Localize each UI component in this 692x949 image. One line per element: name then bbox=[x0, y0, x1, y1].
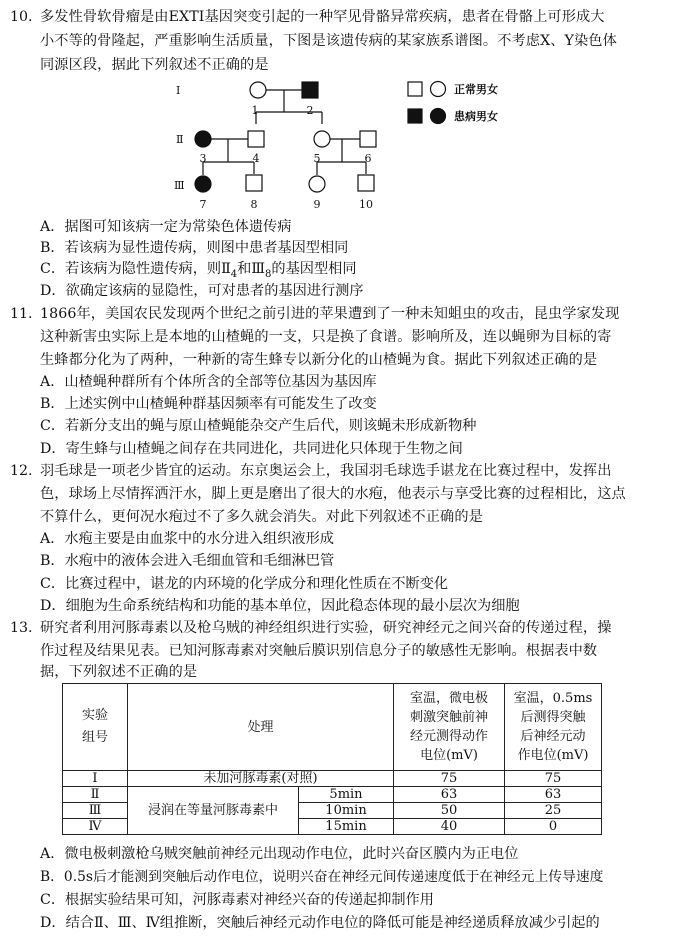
id-2: 2 bbox=[306, 104, 314, 117]
legend-normal-female-icon bbox=[431, 82, 446, 97]
q12-option-a: A．水疱主要是由血浆中的水分进入组织液形成 bbox=[40, 531, 334, 547]
q13-number: 13. bbox=[10, 620, 33, 636]
q11-option-d: D．寄生蜂与山楂蝇之间存在共同进化，共同进化只体现于生物之间 bbox=[40, 441, 463, 457]
q10-option-c: C．若该病为隐性遗传病，则$Ⅱ_4$和$Ⅲ_8$的基因型相同 bbox=[40, 261, 357, 280]
id-7: 7 bbox=[199, 198, 207, 211]
row2-post: 63 bbox=[505, 787, 602, 803]
q10-line-3: 同源区段，据此下列叙述不正确的是 bbox=[40, 57, 269, 73]
table-header-row bbox=[63, 684, 602, 771]
id-5: 5 bbox=[313, 152, 321, 165]
pedigree-III9-female-normal bbox=[309, 176, 325, 192]
q11-number: 11. bbox=[10, 306, 33, 322]
row1-group: Ⅰ bbox=[63, 771, 128, 787]
pedigree-III8-male-normal bbox=[246, 175, 262, 191]
pedigree-I1-female-normal bbox=[250, 82, 266, 98]
pedigree-I2-male-affected bbox=[302, 82, 318, 98]
row1-pre: 75 bbox=[394, 771, 505, 787]
pedigree-chart bbox=[162, 72, 582, 222]
q11-line-3: 生蜂都分化为了两种，一种新的寄生蜂专以新分化的山楂蝇为食。据此下列叙述正确的是 bbox=[40, 352, 598, 368]
q12-line-1: 羽毛球是一项老少皆宜的运动。东京奥运会上，我国羽毛球选手谌龙在比赛过程中，发挥出 bbox=[40, 463, 612, 479]
gen-label-III: Ⅲ bbox=[174, 179, 185, 192]
row3-pre: 50 bbox=[394, 803, 505, 819]
legend-affected-label: 患病男女 bbox=[454, 110, 498, 123]
header-pre-potential: 室温，微电极 刺激突触前神 经元测得动作 电位(mV) bbox=[394, 684, 505, 771]
q10-number: 10. bbox=[10, 9, 33, 25]
row2-pre: 63 bbox=[394, 787, 505, 803]
row2-treatment: 浸润在等量河豚毒素中 bbox=[128, 787, 299, 835]
table-row bbox=[63, 771, 602, 787]
q13-option-c: C．根据实验结果可知，河豚毒素对神经兴奋的传递起抑制作用 bbox=[40, 892, 434, 908]
id-1: 1 bbox=[251, 104, 259, 117]
pedigree-III7-female-affected bbox=[195, 176, 211, 192]
q11-option-c: C．若新分支出的蝇与原山楂蝇能杂交产生后代，则该蝇未形成新物种 bbox=[40, 418, 477, 434]
q13-option-a: A．微电极刺激枪乌贼突触前神经元出现动作电位，此时兴奋区膜内为正电位 bbox=[40, 846, 519, 862]
id-10: 10 bbox=[359, 198, 373, 211]
row1-post: 75 bbox=[505, 771, 602, 787]
row2-time: 5min bbox=[299, 787, 394, 803]
q10-line-1: 多发性骨软骨瘤是由EXTI基因突变引起的一种罕见骨骼异常疾病，患者在骨骼上可形成大 bbox=[40, 9, 605, 25]
id-3: 3 bbox=[199, 152, 207, 165]
q10-option-d: D．欲确定该病的显隐性，可对患者的基因进行测序 bbox=[40, 283, 364, 299]
q12-option-b: B．水疱中的液体会进入毛细血管和毛细淋巴管 bbox=[40, 553, 335, 569]
q13-line-2: 作过程及结果见表。已知河豚毒素对突触后膜识别信息分子的敏感性无影响。根据表中数 bbox=[40, 643, 598, 659]
id-8: 8 bbox=[250, 198, 258, 211]
id-4: 4 bbox=[252, 152, 260, 165]
q13-line-1: 研究者利用河豚毒素以及枪乌贼的神经组织进行实验，研究神经元之间兴奋的传递过程，操 bbox=[40, 620, 612, 636]
table-row bbox=[63, 787, 602, 803]
row4-pre: 40 bbox=[394, 819, 505, 835]
legend-normal-label: 正常男女 bbox=[454, 83, 498, 96]
q12-number: 12. bbox=[10, 463, 33, 479]
q13-option-d: D．结合Ⅱ、Ⅲ、Ⅳ组推断，突触后神经元动作电位的降低可能是神经递质释放减少引起的 bbox=[40, 915, 600, 931]
q11-line-2: 这种新害虫实际上是本地的山楂蝇的一支，只是换了食谱。影响所及，连以蝇卵为目标的寄 bbox=[40, 329, 612, 345]
pedigree-II6-male-normal bbox=[360, 131, 376, 147]
legend-affected-female-icon bbox=[431, 109, 446, 124]
row3-group: Ⅲ bbox=[63, 803, 128, 819]
q12-line-2: 色，球场上尽情挥洒汗水，脚上更是磨出了很大的水疱，他表示与享受比赛的过程相比，这点 bbox=[40, 486, 626, 502]
row1-treatment: 未加河豚毒素(对照) bbox=[128, 771, 394, 787]
q10-line-2: 小不等的骨隆起，严重影响生活质量，下图是该遗传病的某家族系谱图。不考虑X、Y染色体 bbox=[40, 33, 617, 49]
header-post-potential: 室温，0.5ms 后测得突触 后神经元动 作电位(mV) bbox=[505, 684, 602, 771]
pedigree-III10-male-normal bbox=[358, 175, 374, 191]
q10-option-a: A．据图可知该病一定为常染色体遗传病 bbox=[40, 219, 292, 235]
q11-option-b: B．上述实例中山楂蝇种群基因频率有可能发生了改变 bbox=[40, 396, 377, 412]
id-6: 6 bbox=[364, 152, 372, 165]
pedigree-II4-male-normal bbox=[248, 131, 264, 147]
row2-group: Ⅱ bbox=[63, 787, 128, 803]
experiment-table bbox=[62, 683, 602, 835]
q12-option-c: C．比赛过程中，谌龙的内环境的化学成分和理化性质在不断变化 bbox=[40, 576, 449, 592]
row3-post: 25 bbox=[505, 803, 602, 819]
q13-line-3: 据，下列叙述不正确的是 bbox=[40, 664, 198, 680]
gen-label-I: Ⅰ bbox=[176, 84, 181, 97]
q12-option-d: D．细胞为生命系统结构和功能的基本单位，因此稳态体现的最小层次为细胞 bbox=[40, 598, 520, 614]
legend-normal-male-icon bbox=[408, 82, 422, 96]
pedigree-II3-female-affected bbox=[195, 131, 211, 147]
row3-time: 10min bbox=[299, 803, 394, 819]
q13-option-b: B．0.5s后才能测到突触后动作电位，说明兴奋在神经元间传递速度低于在神经元上传导速度 bbox=[40, 869, 604, 885]
row4-post: 0 bbox=[505, 819, 602, 835]
row4-group: Ⅳ bbox=[63, 819, 128, 835]
header-group: 实验 组号 bbox=[63, 684, 128, 771]
q11-option-a: A．山楂蝇种群所有个体所含的全部等位基因为基因库 bbox=[40, 374, 377, 390]
q12-line-3: 不算什么，更何况水疱过不了多久就会消失。对此下列叙述不正确的是 bbox=[40, 509, 483, 525]
q10-option-b: B．若该病为显性遗传病，则图中患者基因型相同 bbox=[40, 240, 349, 256]
row4-time: 15min bbox=[299, 819, 394, 835]
id-9: 9 bbox=[313, 198, 321, 211]
gen-label-II: Ⅱ bbox=[176, 133, 184, 146]
legend-affected-male-icon bbox=[408, 109, 422, 123]
header-treatment: 处理 bbox=[128, 684, 394, 771]
q11-line-1: 1866年，美国农民发现两个世纪之前引进的苹果遭到了一种未知蛆虫的攻击，昆虫学家发现 bbox=[40, 306, 620, 322]
pedigree-II5-female-normal bbox=[314, 131, 330, 147]
